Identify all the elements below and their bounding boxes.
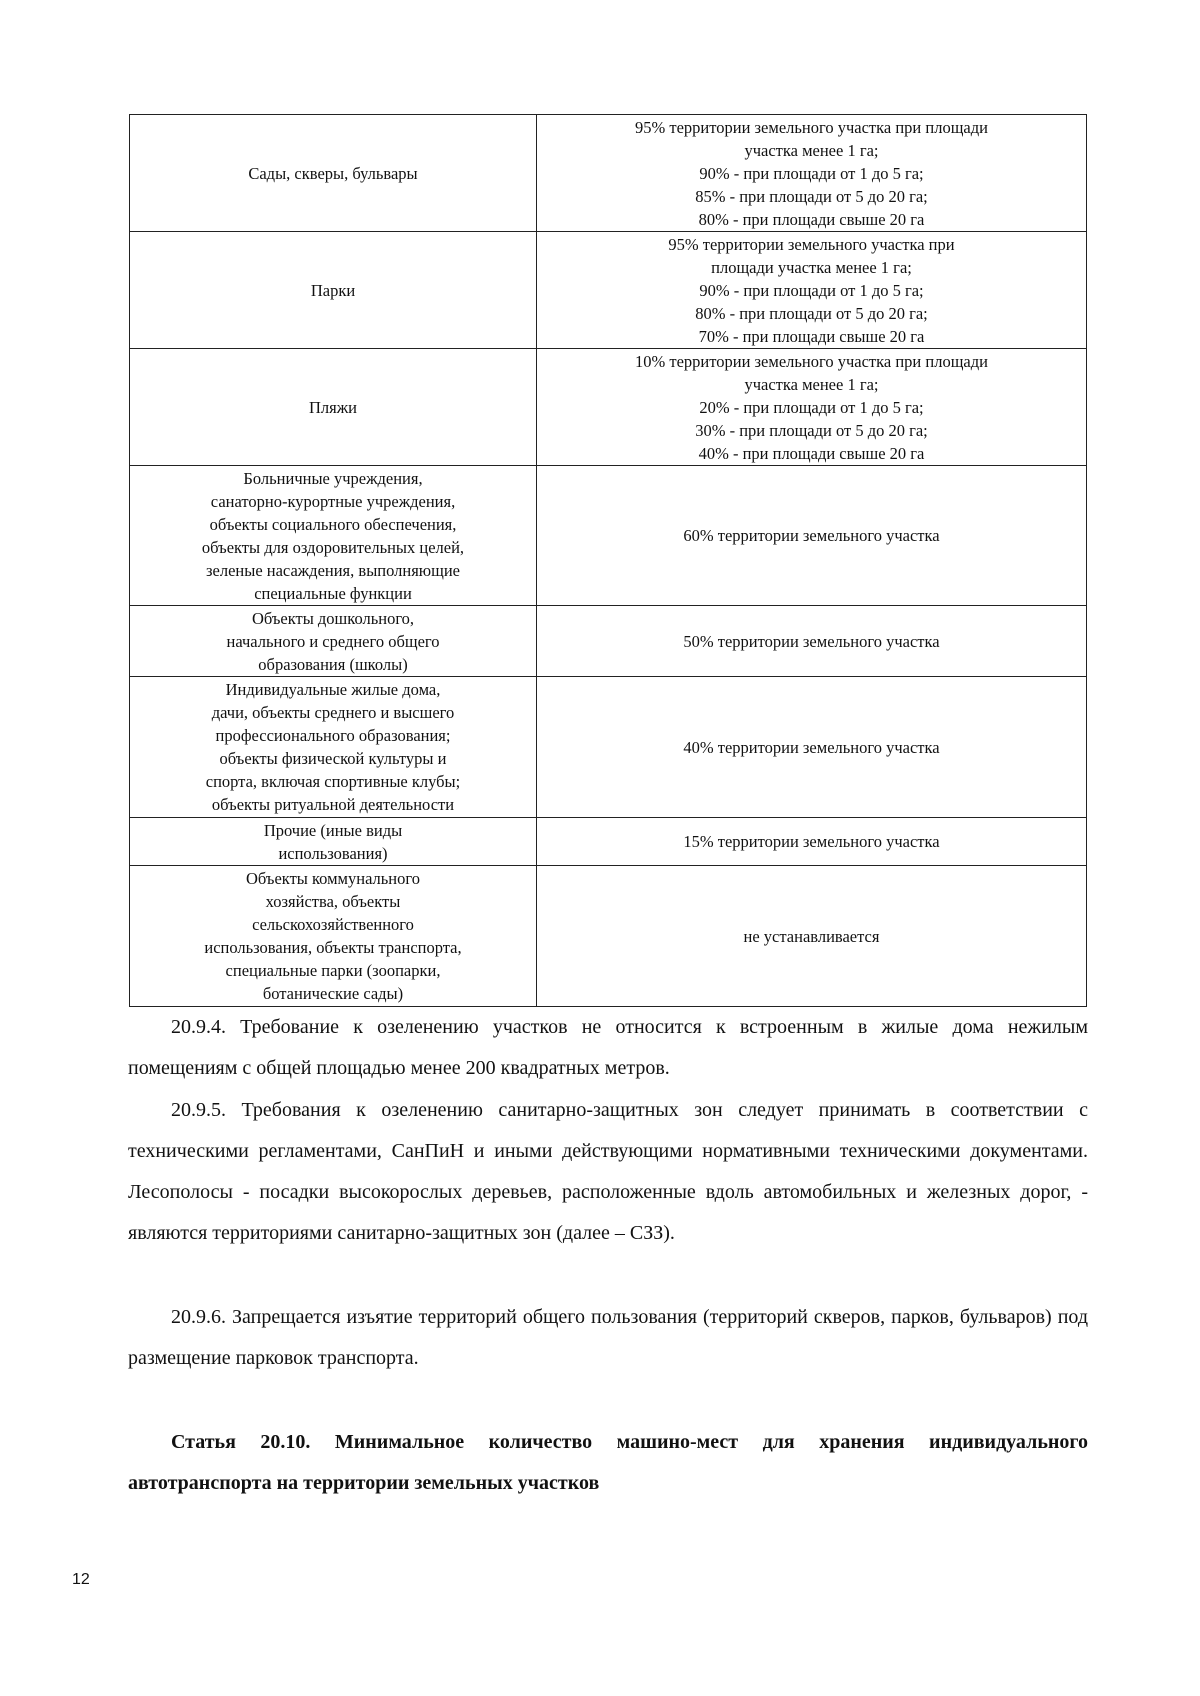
table-row: [130, 115, 1087, 232]
table-row: [130, 349, 1087, 466]
greening-norm-cell: 50% территории земельного участка: [537, 606, 1087, 677]
land-use-cell: Индивидуальные жилые дома, дачи, объекты среднего и высшего профессионального образования; объекты физической культуры и спорта, включая спортивные клубы; объекты ритуальной деятельности: [130, 677, 537, 818]
greening-norm-cell: 60% территории земельного участка: [537, 466, 1087, 606]
greening-norm-cell: 95% территории земельного участка при площади участка менее 1 га; 90% - при площади от 1 до 5 га; 80% - при площади от 5 до 20 га; 70% - при площади свыше 20 га: [537, 232, 1087, 349]
page-number: 12: [72, 1571, 90, 1588]
table-row: [130, 466, 1087, 606]
greening-norm-cell: 10% территории земельного участка при площади участка менее 1 га; 20% - при площади от 1 до 5 га; 30% - при площади от 5 до 20 га; 40% - при площади свыше 20 га: [537, 349, 1087, 466]
greening-norm-cell: 40% территории земельного участка: [537, 677, 1087, 818]
table-row: [130, 606, 1087, 677]
table-row: [130, 866, 1087, 1007]
table-row: [130, 232, 1087, 349]
land-use-cell: Объекты коммунального хозяйства, объекты сельскохозяйственного использования, объекты транспорта, специальные парки (зоопарки, ботанические сады): [130, 866, 537, 1007]
greening-norm-cell: не устанавливается: [537, 866, 1087, 1007]
land-use-cell: Больничные учреждения, санаторно-курортные учреждения, объекты социального обеспечения, объекты для оздоровительных целей, зеленые насаждения, выполняющие специальные функции: [130, 466, 537, 606]
land-use-cell: Объекты дошкольного, начального и среднего общего образования (школы): [130, 606, 537, 677]
land-use-cell: Пляжи: [130, 349, 537, 466]
land-use-cell: Сады, скверы, бульвары: [130, 115, 537, 232]
land-use-cell: Прочие (иные виды использования): [130, 818, 537, 866]
paragraph-20-9-6: 20.9.6. Запрещается изъятие территорий общего пользования (территорий скверов, парков, бульваров) под размещение парковок транспорта.: [128, 1306, 1088, 1369]
article-title: Статья 20.10. Минимальное количество машино-мест для хранения индивидуального автотранспорта на территории земельных участков: [128, 1431, 1088, 1494]
table-row: [130, 677, 1087, 818]
greening-norm-cell: 15% территории земельного участка: [537, 818, 1087, 866]
greening-norm-cell: 95% территории земельного участка при площади участка менее 1 га; 90% - при площади от 1 до 5 га; 85% - при площади от 5 до 20 га; 80% - при площади свыше 20 га: [537, 115, 1087, 232]
greening-norms-table: [129, 114, 1087, 1007]
land-use-cell: Парки: [130, 232, 537, 349]
paragraph-20-9-5: 20.9.5. Требования к озеленению санитарно-защитных зон следует принимать в соответствии с техническими регламентами, СанПиН и иными действующими нормативными техническими документами. Лесополосы - посадки высокорослых деревьев, расположенные вдоль автомобильных и железных дорог, - являются территориями санитарно-защитных зон (далее – СЗЗ).: [128, 1099, 1088, 1244]
paragraph-20-9-4: 20.9.4. Требование к озеленению участков не относится к встроенным в жилые дома нежилым помещениям с общей площадью менее 200 квадратных метров.: [128, 1016, 1088, 1079]
table-row: [130, 818, 1087, 866]
